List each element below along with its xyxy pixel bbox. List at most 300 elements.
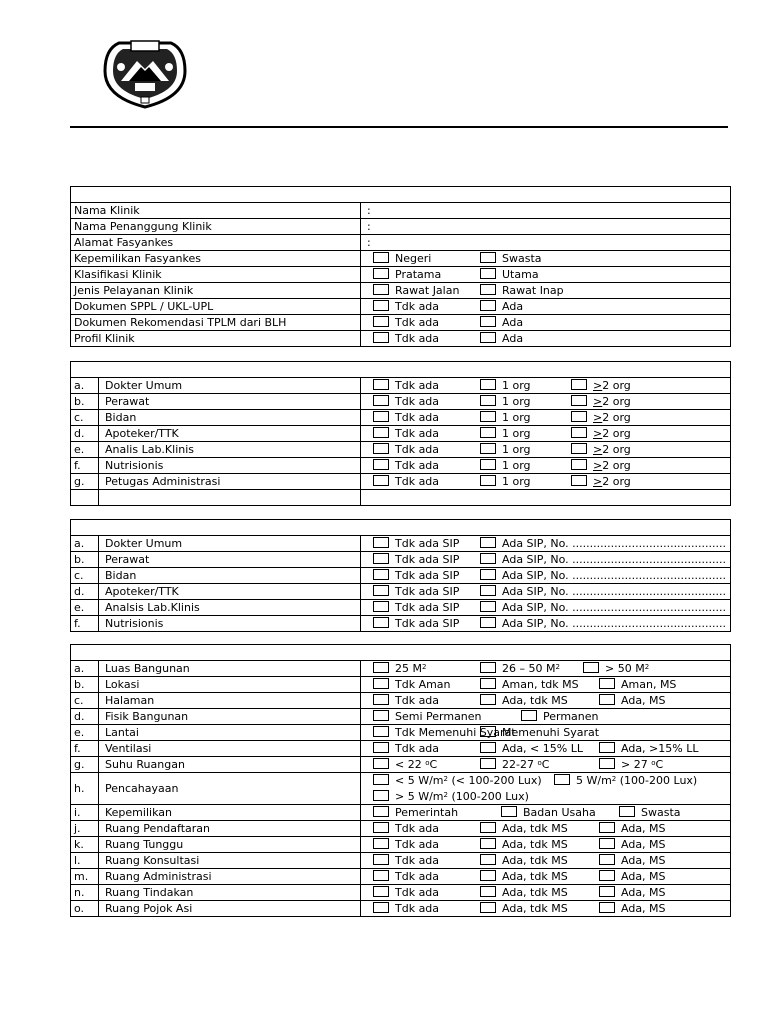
options-cell <box>361 821 731 837</box>
option-section4-0-1 <box>373 662 426 675</box>
option-label: > 50 $M^2$ <box>605 662 650 675</box>
checkbox[interactable] <box>571 459 587 470</box>
checkbox[interactable] <box>480 459 496 470</box>
section3-row <box>71 616 731 632</box>
option-section4-7-1 <box>373 774 542 787</box>
checkbox[interactable] <box>373 806 389 817</box>
options-cell <box>361 568 731 584</box>
option-section4-9-2 <box>480 822 568 835</box>
option-section2-0-2 <box>480 379 531 392</box>
option-section4-8-2 <box>501 806 596 819</box>
option-label: < 5 $W/m^2$ (< 100-200 Lux) <box>395 774 542 787</box>
row-letter: c. <box>71 693 99 709</box>
checkbox[interactable] <box>373 726 389 737</box>
options-cell <box>361 283 731 299</box>
checkbox[interactable] <box>583 662 599 673</box>
option-label: Tdk ada <box>395 822 440 835</box>
option-label: Tdk ada <box>395 886 440 899</box>
option-label: Tdk ada SIP <box>395 601 460 614</box>
section2-row <box>71 410 731 426</box>
option-label: >2 org <box>593 411 631 424</box>
field-value-input[interactable]: : <box>361 203 731 219</box>
option-label: Ada, tdk MS <box>502 838 568 851</box>
checkbox[interactable] <box>480 742 496 753</box>
checkbox[interactable] <box>480 694 496 705</box>
checkbox[interactable] <box>373 252 389 263</box>
option-label: Tdk ada SIP <box>395 537 460 550</box>
checkbox[interactable] <box>599 838 615 849</box>
option-label: < 22 $^o$C <box>395 758 438 771</box>
row-label <box>99 490 361 506</box>
section-1-row <box>71 267 731 283</box>
options-cell <box>361 331 731 347</box>
option-label: Permanen <box>543 710 599 723</box>
options-cell <box>361 661 731 677</box>
options-cell <box>361 600 731 616</box>
checkbox[interactable] <box>599 902 615 913</box>
options-cell <box>361 267 731 283</box>
option-s1-3-1 <box>373 252 431 265</box>
option-label: 1 org <box>502 395 531 408</box>
checkbox[interactable] <box>373 553 389 564</box>
checkbox[interactable] <box>480 300 496 311</box>
checkbox[interactable] <box>373 886 389 897</box>
options-cell <box>361 584 731 600</box>
option-label: Tdk ada <box>395 475 440 488</box>
option-section4-5-1 <box>373 742 439 755</box>
field-label: Jenis Pelayanan Klinik <box>71 283 361 299</box>
section-3-table <box>70 519 731 632</box>
checkbox[interactable] <box>571 411 587 422</box>
checkbox[interactable] <box>373 284 389 295</box>
section3-row <box>71 568 731 584</box>
checkbox[interactable] <box>373 316 389 327</box>
option-section4-1-1 <box>373 678 451 691</box>
option-label: Tdk ada <box>395 300 440 313</box>
checkbox[interactable] <box>480 758 496 769</box>
checkbox[interactable] <box>373 395 389 406</box>
option-label: Ada, >15% LL <box>621 742 699 755</box>
option-section4-5-3 <box>599 742 698 755</box>
section-1-row <box>71 251 731 267</box>
field-label: Dokumen SPPL / UKL-UPL <box>71 299 361 315</box>
option-label: 1 org <box>502 475 531 488</box>
option-s1-6-2 <box>480 300 523 313</box>
option-s1-8-2 <box>480 332 523 345</box>
section4-row <box>71 821 731 837</box>
checkbox[interactable] <box>501 806 517 817</box>
option-label: Tdk ada SIP <box>395 585 460 598</box>
options-cell <box>361 299 731 315</box>
option-section2-3-2 <box>480 427 531 440</box>
option-section2-4-3 <box>571 443 631 456</box>
option-section4-12-3 <box>599 870 666 883</box>
option-label: 1 org <box>502 411 531 424</box>
checkbox[interactable] <box>480 379 496 390</box>
row-letter: i. <box>71 805 99 821</box>
option-section3-1-1 <box>373 553 459 566</box>
checkbox[interactable] <box>480 427 496 438</box>
option-label: Ada SIP, No. ............................................ <box>502 601 727 614</box>
section4-row <box>71 709 731 725</box>
row-letter: o. <box>71 901 99 917</box>
checkbox[interactable] <box>480 268 496 279</box>
section-1-table <box>70 186 731 347</box>
checkbox[interactable] <box>480 284 496 295</box>
option-section3-5-1 <box>373 617 459 630</box>
checkbox[interactable] <box>599 886 615 897</box>
checkbox[interactable] <box>571 443 587 454</box>
option-section4-7-line2-1 <box>373 790 529 803</box>
option-label: Pratama <box>395 268 442 281</box>
option-s1-3-2 <box>480 252 542 265</box>
row-label: Luas Bangunan <box>99 661 361 677</box>
option-section2-2-3 <box>571 411 631 424</box>
checkbox[interactable] <box>480 411 496 422</box>
option-label: 26 – 50 $M^2$ <box>502 662 560 675</box>
option-section4-2-2 <box>480 694 568 707</box>
checkbox[interactable] <box>480 726 496 737</box>
section4-row <box>71 869 731 885</box>
option-label: Ada, MS <box>621 854 666 867</box>
row-letter: a. <box>71 661 99 677</box>
option-label: >2 org <box>593 443 631 456</box>
row-label: Dokter Umum <box>99 536 361 552</box>
option-label: Tdk Aman <box>395 678 451 691</box>
options-cell <box>361 410 731 426</box>
row-label: Apoteker/TTK <box>99 584 361 600</box>
option-label: 25 $M^2$ <box>395 662 427 675</box>
checkbox[interactable] <box>599 758 615 769</box>
option-section2-6-1 <box>373 475 439 488</box>
option-section4-6-1 <box>373 758 437 771</box>
option-section4-0-2 <box>480 662 560 675</box>
row-label: Bidan <box>99 410 361 426</box>
option-section4-1-2 <box>480 678 579 691</box>
row-letter: e. <box>71 600 99 616</box>
options-cell <box>361 853 731 869</box>
option-label: Ada <box>502 300 524 313</box>
section4-row <box>71 741 731 757</box>
option-section3-0-2 <box>480 537 726 550</box>
checkbox[interactable] <box>373 870 389 881</box>
option-label: Swasta <box>641 806 681 819</box>
checkbox[interactable] <box>373 822 389 833</box>
checkbox[interactable] <box>373 601 389 612</box>
checkbox[interactable] <box>373 411 389 422</box>
option-section4-1-3 <box>599 678 676 691</box>
checkbox[interactable] <box>480 585 496 596</box>
option-label: Rawat Inap <box>502 284 564 297</box>
option-section4-6-2 <box>480 758 549 771</box>
option-section4-14-1 <box>373 902 439 915</box>
checkbox[interactable] <box>480 569 496 580</box>
section2-row <box>71 426 731 442</box>
options-cell <box>361 901 731 917</box>
option-section3-2-1 <box>373 569 459 582</box>
option-label: Tdk ada <box>395 427 440 440</box>
row-label: Pencahayaan <box>99 773 361 805</box>
options-cell <box>361 315 731 331</box>
checkbox[interactable] <box>480 553 496 564</box>
checkbox[interactable] <box>373 710 389 721</box>
option-section2-0-1 <box>373 379 439 392</box>
section-4-heading <box>71 645 731 661</box>
option-label: 5 $W/m^2$ (100-200 Lux) <box>576 774 698 787</box>
option-label: >2 org <box>593 459 631 472</box>
checkbox[interactable] <box>599 822 615 833</box>
field-value-input[interactable]: : <box>361 219 731 235</box>
section-1-row <box>71 331 731 347</box>
checkbox[interactable] <box>480 902 496 913</box>
checkbox[interactable] <box>599 854 615 865</box>
checkbox[interactable] <box>480 870 496 881</box>
option-label: Ada SIP, No. ............................................ <box>502 553 727 566</box>
option-section4-14-2 <box>480 902 568 915</box>
checkbox[interactable] <box>599 742 615 753</box>
option-section4-2-3 <box>599 694 666 707</box>
checkbox[interactable] <box>480 854 496 865</box>
section4-row <box>71 805 731 821</box>
option-label: Tdk ada <box>395 694 440 707</box>
option-section4-10-1 <box>373 838 439 851</box>
checkbox[interactable] <box>373 537 389 548</box>
checkbox[interactable] <box>480 838 496 849</box>
option-section4-13-1 <box>373 886 439 899</box>
option-section4-14-3 <box>599 902 666 915</box>
checkbox[interactable] <box>373 459 389 470</box>
option-section2-6-3 <box>571 475 631 488</box>
row-label: Perawat <box>99 552 361 568</box>
row-letter: e. <box>71 442 99 458</box>
section3-row <box>71 536 731 552</box>
option-label: Ada, MS <box>621 886 666 899</box>
checkbox[interactable] <box>480 886 496 897</box>
option-label: Ada, tdk MS <box>502 854 568 867</box>
checkbox[interactable] <box>480 678 496 689</box>
option-label: Tdk Memenuhi Syarat <box>395 726 516 739</box>
checkbox[interactable] <box>571 475 587 486</box>
options-cell <box>361 552 731 568</box>
checkbox[interactable] <box>373 443 389 454</box>
checkbox[interactable] <box>373 475 389 486</box>
checkbox[interactable] <box>373 790 389 801</box>
option-label: >2 org <box>593 427 631 440</box>
row-label: Ruang Administrasi <box>99 869 361 885</box>
checkbox[interactable] <box>599 870 615 881</box>
row-letter: b. <box>71 394 99 410</box>
row-label: Petugas Administrasi <box>99 474 361 490</box>
section-2-heading <box>71 362 731 378</box>
checkbox[interactable] <box>599 678 615 689</box>
checkbox[interactable] <box>480 617 496 628</box>
checkbox[interactable] <box>571 379 587 390</box>
checkbox[interactable] <box>554 774 570 785</box>
option-label: Ada, tdk MS <box>502 870 568 883</box>
field-label: Klasifikasi Klinik <box>71 267 361 283</box>
checkbox[interactable] <box>373 569 389 580</box>
section2-row <box>71 458 731 474</box>
field-label: Profil Klinik <box>71 331 361 347</box>
checkbox[interactable] <box>373 678 389 689</box>
section-1-row <box>71 283 731 299</box>
option-section2-3-3 <box>571 427 631 440</box>
option-label: >2 org <box>593 379 631 392</box>
option-label: Ada SIP, No. ............................................ <box>502 537 727 550</box>
option-section3-2-2 <box>480 569 726 582</box>
options-cell <box>361 474 731 490</box>
checkbox[interactable] <box>480 475 496 486</box>
checkbox[interactable] <box>373 617 389 628</box>
option-s1-6-1 <box>373 300 439 313</box>
checkbox[interactable] <box>619 806 635 817</box>
option-section2-2-2 <box>480 411 531 424</box>
checkbox[interactable] <box>373 585 389 596</box>
row-letter: c. <box>71 568 99 584</box>
option-label: Utama <box>502 268 539 281</box>
checkbox[interactable] <box>480 537 496 548</box>
checkbox[interactable] <box>373 427 389 438</box>
row-letter: m. <box>71 869 99 885</box>
option-label: Tdk ada <box>395 379 440 392</box>
option-label: Ada, MS <box>621 870 666 883</box>
row-letter: n. <box>71 885 99 901</box>
checkbox[interactable] <box>373 838 389 849</box>
option-section4-0-3 <box>583 662 649 675</box>
checkbox[interactable] <box>373 268 389 279</box>
row-letter: d. <box>71 709 99 725</box>
section-1-row <box>71 299 731 315</box>
options-cell <box>361 837 731 853</box>
option-section4-9-3 <box>599 822 666 835</box>
row-label: Dokter Umum <box>99 378 361 394</box>
option-label: 22-27 $^o$C <box>502 758 550 771</box>
option-label: 1 org <box>502 459 531 472</box>
row-label: Perawat <box>99 394 361 410</box>
row-label: Apoteker/TTK <box>99 426 361 442</box>
checkbox[interactable] <box>571 427 587 438</box>
section4-row <box>71 661 731 677</box>
checkbox[interactable] <box>480 332 496 343</box>
row-letter: j. <box>71 821 99 837</box>
section2-row <box>71 474 731 490</box>
field-label: Kepemilikan Fasyankes <box>71 251 361 267</box>
option-label: Ada SIP, No. ............................................ <box>502 617 727 630</box>
checkbox[interactable] <box>480 252 496 263</box>
option-label: Pemerintah <box>395 806 459 819</box>
option-label: Tdk ada <box>395 395 440 408</box>
section2-row <box>71 490 731 506</box>
field-label: Nama Penanggung Klinik <box>71 219 361 235</box>
checkbox[interactable] <box>373 300 389 311</box>
option-label: Aman, MS <box>621 678 677 691</box>
options-cell <box>361 442 731 458</box>
checkbox[interactable] <box>480 443 496 454</box>
row-label: Lantai <box>99 725 361 741</box>
checkbox[interactable] <box>571 395 587 406</box>
option-s1-7-2 <box>480 316 523 329</box>
kabupaten-sikka-emblem-logo <box>101 37 189 109</box>
checkbox[interactable] <box>373 662 389 673</box>
option-label: Tdk ada SIP <box>395 553 460 566</box>
checkbox[interactable] <box>521 710 537 721</box>
options-cell <box>361 693 731 709</box>
option-section3-4-2 <box>480 601 726 614</box>
option-section2-2-1 <box>373 411 439 424</box>
option-label: Tdk ada SIP <box>395 617 460 630</box>
section4-row <box>71 837 731 853</box>
option-label: Rawat Jalan <box>395 284 460 297</box>
checkbox[interactable] <box>373 758 389 769</box>
options-cell <box>361 757 731 773</box>
option-label: Semi Permanen <box>395 710 482 723</box>
option-section3-5-2 <box>480 617 726 630</box>
checkbox[interactable] <box>480 601 496 612</box>
checkbox[interactable] <box>373 332 389 343</box>
option-section4-13-3 <box>599 886 666 899</box>
options-cell <box>361 616 731 632</box>
checkbox[interactable] <box>373 742 389 753</box>
checkbox[interactable] <box>373 854 389 865</box>
checkbox[interactable] <box>599 694 615 705</box>
checkbox[interactable] <box>373 774 389 785</box>
option-section2-6-2 <box>480 475 531 488</box>
row-label: Analsis Lab.Klinis <box>99 600 361 616</box>
row-letter: h. <box>71 773 99 805</box>
field-value-input[interactable]: : <box>361 235 731 251</box>
option-section3-0-1 <box>373 537 459 550</box>
checkbox[interactable] <box>480 822 496 833</box>
options-cell <box>361 426 731 442</box>
option-section3-4-1 <box>373 601 459 614</box>
option-section4-8-1 <box>373 806 458 819</box>
option-section4-11-3 <box>599 854 666 867</box>
section3-row <box>71 584 731 600</box>
option-label: Ada, MS <box>621 694 666 707</box>
option-label: Ada, MS <box>621 838 666 851</box>
option-section4-7-2 <box>554 774 697 787</box>
row-label: Nutrisionis <box>99 616 361 632</box>
checkbox[interactable] <box>480 316 496 327</box>
option-label: Swasta <box>502 252 542 265</box>
row-letter: d. <box>71 426 99 442</box>
checkbox[interactable] <box>373 694 389 705</box>
option-section4-10-2 <box>480 838 568 851</box>
checkbox[interactable] <box>480 662 496 673</box>
section4-row <box>71 773 731 805</box>
section-4-table <box>70 644 731 917</box>
option-label: Tdk ada <box>395 902 440 915</box>
options-cell <box>361 709 731 725</box>
options-cell <box>361 885 731 901</box>
option-label: Tdk ada <box>395 443 440 456</box>
checkbox[interactable] <box>480 395 496 406</box>
section2-row <box>71 394 731 410</box>
checkbox[interactable] <box>373 902 389 913</box>
option-label: Tdk ada <box>395 838 440 851</box>
option-label: 1 org <box>502 379 531 392</box>
option-label: Tdk ada <box>395 459 440 472</box>
options-cell <box>361 741 731 757</box>
options-cell <box>361 773 731 805</box>
options-cell <box>361 394 731 410</box>
checkbox[interactable] <box>373 379 389 390</box>
option-section4-3-1 <box>373 710 482 723</box>
option-label: Tdk ada <box>395 332 440 345</box>
option-label: > 5 $W/m^2$ (100-200 Lux) <box>395 790 529 803</box>
row-letter: f. <box>71 616 99 632</box>
option-section4-5-2 <box>480 742 583 755</box>
